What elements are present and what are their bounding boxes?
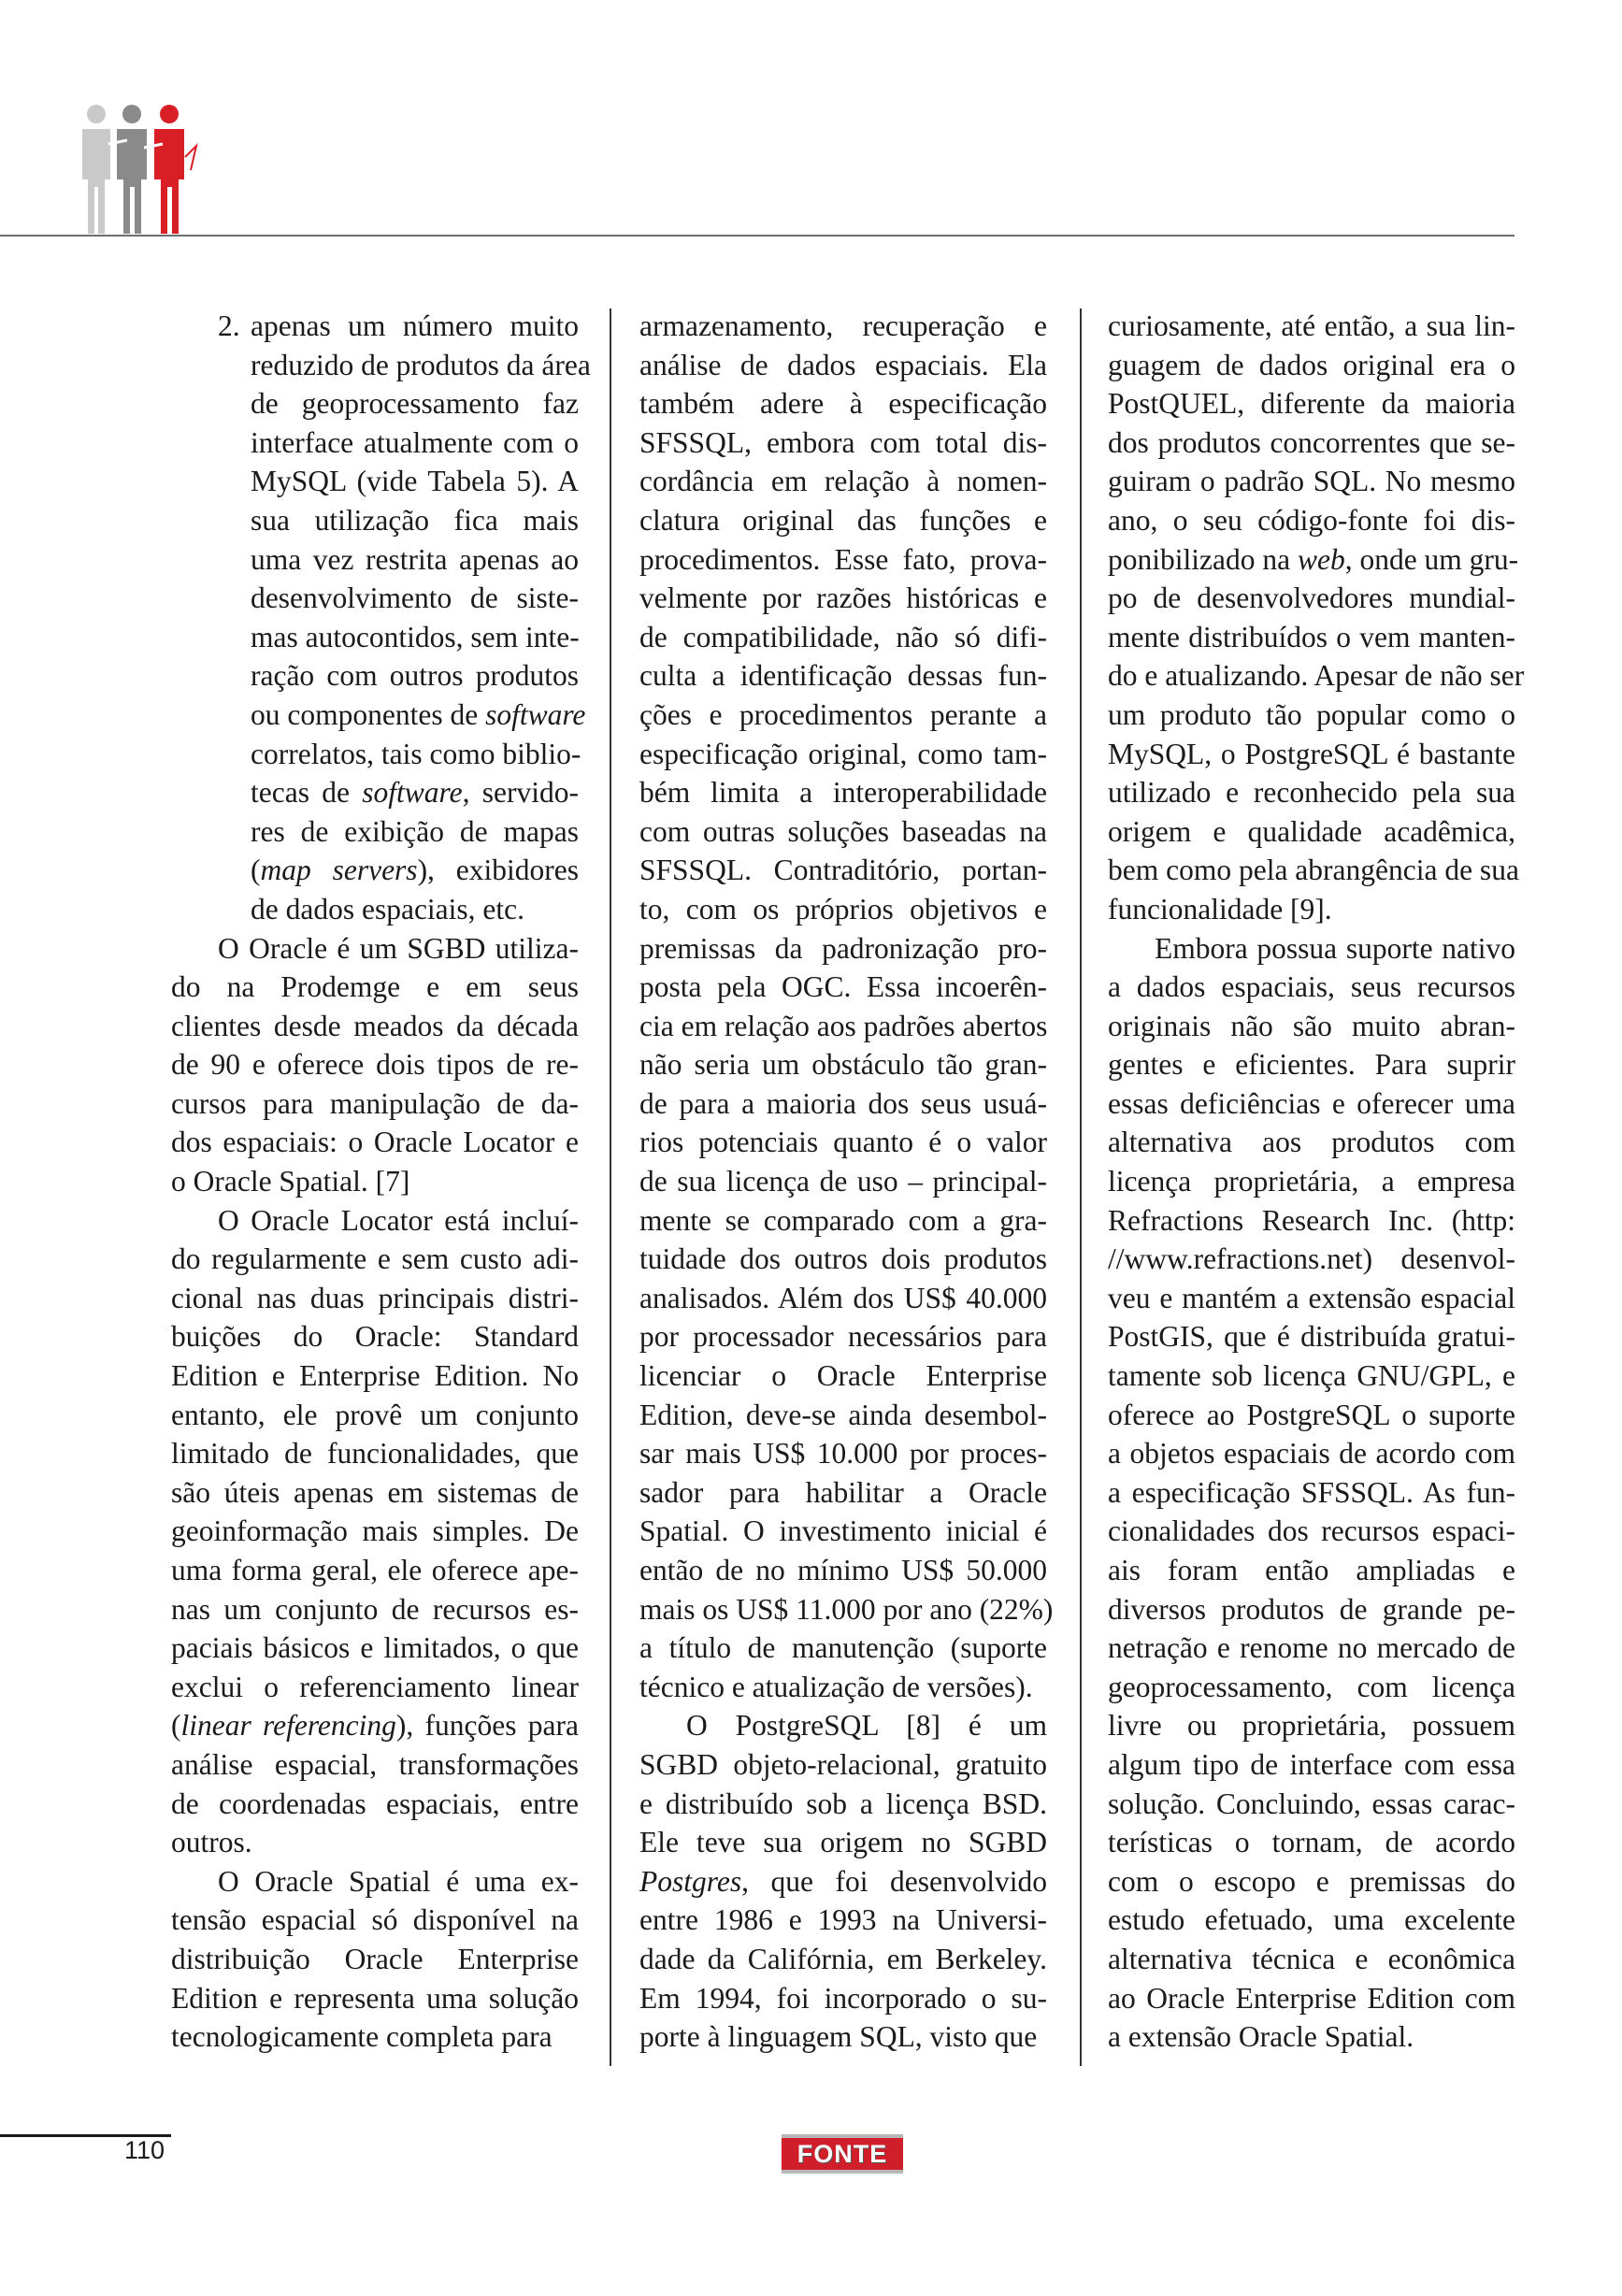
text-line: Embora possua suporte nativo [1155,931,1515,965]
text-line: ponibilizado na web, onde um gru- [1108,542,1519,576]
text-line: veu e mantém a extensão espacial [1108,1281,1515,1314]
text-line: especificação original, como tam- [639,737,1047,770]
text-line: tuidade dos outros dois produtos [639,1242,1047,1276]
text-line: do na Prodemge e em seus [171,970,579,1004]
text-line: outros. [171,1826,252,1859]
paragraph-postgresql [639,1706,1047,2056]
text-line: de para a maioria dos seus usuá- [639,1086,1047,1120]
text-line: e distribuído sob a licença BSD. [639,1787,1047,1820]
text-line: então de no mínimo US$ 50.000 [639,1554,1047,1586]
text-line: analisados. Além dos US$ 40.000 [639,1281,1047,1314]
text-line: também adere à especificação [639,387,1047,421]
text-line: Refractions Research Inc. (http: [1108,1203,1515,1237]
text-line: PostGIS, que é distribuída gratui- [1108,1320,1515,1354]
text-line: ções e procedimentos perante a [639,697,1047,731]
text-line: origem e qualidade acadêmica, [1108,814,1515,848]
text-line: uma vez restrita apenas ao [251,542,579,576]
text-line: alternativa aos produtos com [1108,1126,1515,1159]
text-line: terísticas o tornam, de acordo [1108,1826,1515,1859]
text-line: a especificação SFSSQL. As fun- [1108,1475,1515,1509]
text-line: livre ou proprietária, possuem [1108,1709,1515,1743]
paragraph-oracle-spatial [171,1862,579,2057]
text-line: ou componentes de software [251,697,586,731]
text-line: não seria um obstáculo tão gran- [639,1048,1047,1082]
text-line: reduzido de produtos da área [251,348,591,381]
column-divider [610,309,611,2066]
text-line: cia em relação aos padrões abertos [639,1009,1048,1042]
text-line: to, com os próprios objetivos e [639,892,1047,926]
text-line: Edition e Enterprise Edition. No [171,1359,579,1393]
text-line: gentes e eficientes. Para suprir [1108,1048,1515,1082]
text-line: exclui o referenciamento linear [171,1670,579,1703]
text-line: Postgres, que foi desenvolvido [639,1864,1047,1898]
text-line: alternativa técnica e econômica [1108,1942,1515,1975]
text-line: po de desenvolvedores mundial- [1108,581,1515,615]
text-line: velmente por razões históricas e [639,581,1047,615]
text-line: MySQL (vide Tabela 5). A [251,465,579,498]
text-line: clientes desde meados da década [171,1009,579,1042]
paragraph-postgresql-cont [1108,307,1525,929]
paragraph-postgis [1108,929,1515,2057]
page-number: 110 [124,2136,165,2164]
text-line: interface atualmente com o [251,425,579,459]
numbered-list-item [171,307,591,929]
text-line: mente se comparado com a gra- [639,1203,1047,1237]
column-2 [639,307,1054,2057]
header-rule [0,235,1514,237]
text-line: SFSSQL. Contraditório, portan- [639,854,1047,887]
text-line: licença proprietária, a empresa [1108,1165,1515,1198]
text-line: ano, o seu código-fonte foi dis- [1108,503,1515,537]
text-line: sua utilização fica mais [251,503,579,537]
text-line: armazenamento, recuperação e [639,309,1047,342]
text-line: a título de manutenção (suporte [639,1631,1047,1665]
text-line: oferece ao PostgreSQL o suporte [1108,1398,1515,1431]
text-line: de coordenadas espaciais, entre [171,1787,579,1820]
text-line: Edition, deve-se ainda desembol- [639,1398,1047,1431]
text-line: premissas da padronização pro- [639,931,1047,965]
text-line: solução. Concluindo, essas carac- [1108,1787,1515,1820]
text-line: buições do Oracle: Standard [171,1320,579,1354]
text-line: porte à linguagem SQL, visto que [639,2020,1038,2054]
text-line: diversos produtos de grande pe- [1108,1592,1515,1626]
text-line: um produto tão popular como o [1108,697,1515,731]
text-line: posta pela OGC. Essa incoerên- [639,970,1047,1004]
text-line: //www.refractions.net) desenvol- [1108,1242,1515,1276]
text-line: netração e renome no mercado de [1108,1631,1515,1665]
paragraph-oracle-intro [171,929,579,1201]
text-line: culta a identificação dessas fun- [639,659,1047,693]
text-line: tamente sob licença GNU/GPL, e [1108,1359,1515,1393]
text-line: SFSSQL, embora com total dis- [639,425,1047,459]
text-line: ais foram então ampliadas e [1108,1554,1515,1586]
text-line: licenciar o Oracle Enterprise [639,1359,1047,1393]
text-line: guiram o padrão SQL. No mesmo [1108,465,1515,498]
text-line: apenas um número muito [251,309,579,342]
text-line: distribuição Oracle Enterprise [171,1942,579,1975]
text-line: sador para habilitar a Oracle [639,1475,1047,1509]
text-line: Edition e representa uma solução [171,1981,579,2015]
text-line: correlatos, tais como biblio- [251,737,581,770]
text-line: com outras soluções baseadas na [639,814,1047,848]
text-line: com o escopo e premissas do [1108,1864,1515,1898]
text-line: tensão espacial só disponível na [171,1903,579,1937]
text-line: análise espacial, transformações [171,1747,579,1781]
text-line: dos espaciais: o Oracle Locator e [171,1126,579,1159]
text-line: dos produtos concorrentes que se- [1108,425,1515,459]
text-line: bem como pela abrangência de sua [1108,854,1519,887]
text-line: de compatibilidade, não só difi- [639,620,1047,653]
text-line: O Oracle Spatial é uma ex- [218,1864,579,1898]
text-line: algum tipo de interface com essa [1108,1747,1515,1781]
text-line: MySQL, o PostgreSQL é bastante [1108,737,1515,770]
text-line: dade da Califórnia, em Berkeley. [639,1942,1047,1975]
column-3 [1108,307,1525,2057]
text-line: Spatial. O investimento inicial é [639,1514,1047,1548]
text-line: mais os US$ 11.000 por ano (22%) [639,1592,1054,1626]
text-line: rios potenciais quanto é o valor [639,1126,1047,1159]
text-line: (map servers), exibidores [251,854,579,887]
text-line: tecnologicamente completa para [171,2020,553,2054]
paragraph-oracle-spatial-cont [639,307,1054,1706]
text-line: do regularmente e sem custo adi- [171,1242,579,1276]
text-line: bém limita a interoperabilidade [639,776,1047,810]
text-line: de dados espaciais, etc. [251,892,525,926]
text-line: a dados espaciais, seus recursos [1108,970,1515,1004]
text-line: de 90 e oferece dois tipos de re- [171,1048,579,1082]
three-people-logo-icon [73,103,213,238]
paragraph-oracle-locator [171,1201,579,1862]
text-line: O Oracle Locator está incluí- [218,1203,579,1237]
text-line: de sua licença de uso – principal- [639,1165,1047,1198]
text-line: entre 1986 e 1993 na Universi- [639,1903,1047,1937]
text-line: cursos para manipulação de da- [171,1086,579,1120]
text-line: SGBD objeto-relacional, gratuito [639,1747,1047,1781]
text-line: a objetos espaciais de acordo com [1108,1437,1515,1471]
text-line: guagem de dados original era o [1108,348,1515,381]
text-line: geoinformação mais simples. De [171,1514,579,1548]
column-1 [171,307,591,2057]
fonte-brand-logo: FONTE [782,2134,903,2174]
text-line: ração com outros produtos [251,659,579,693]
text-line: ao Oracle Enterprise Edition com [1108,1981,1515,2015]
text-line: são úteis apenas em sistemas de [171,1475,579,1509]
text-line: de geoprocessamento faz [251,387,579,421]
text-line: tecas de software, servido- [251,776,579,810]
text-line: O PostgreSQL [8] é um [686,1709,1047,1743]
text-line: do e atualizando. Apesar de não ser [1108,659,1525,693]
text-line: (linear referencing), funções para [171,1709,579,1743]
text-line: mas autocontidos, sem inte- [251,620,580,653]
text-line: técnico e atualização de versões). [639,1670,1033,1703]
text-line: paciais básicos e limitados, o que [171,1631,579,1665]
text-line: uma forma geral, ele oferece ape- [171,1554,579,1586]
text-line: funcionalidade [9]. [1108,892,1332,926]
text-line: PostQUEL, diferente da maioria [1108,387,1515,421]
text-line: procedimentos. Esse fato, prova- [639,542,1047,576]
text-line: por processador necessários para [639,1320,1047,1354]
text-line: a extensão Oracle Spatial. [1108,2020,1414,2054]
text-line: clatura original das funções e [639,503,1047,537]
text-line: estudo efetuado, uma excelente [1108,1903,1515,1937]
text-line: o Oracle Spatial. [7] [171,1165,410,1198]
text-line: utilizado e reconhecido pela sua [1108,776,1515,810]
text-line: essas deficiências e oferecer uma [1108,1086,1515,1120]
list-item-text [251,307,591,929]
text-line: limitado de funcionalidades, que [171,1437,579,1471]
text-line: mente distribuídos o vem manten- [1108,620,1515,653]
text-line: originais não são muito abran- [1108,1009,1515,1042]
text-line: geoprocessamento, com licença [1108,1670,1515,1703]
text-line: Em 1994, foi incorporado o su- [639,1981,1047,2015]
column-divider [1080,309,1082,2066]
text-line: desenvolvimento de siste- [251,581,579,615]
text-line: res de exibição de mapas [251,814,579,848]
text-line: O Oracle é um SGBD utiliza- [218,931,579,965]
text-line: curiosamente, até então, a sua lin- [1108,309,1515,342]
text-line: sar mais US$ 10.000 por proces- [639,1437,1047,1471]
text-line: nas um conjunto de recursos es- [171,1592,579,1626]
list-number: 2. [218,309,240,342]
text-line: Ele teve sua origem no SGBD [639,1826,1047,1859]
text-line: cionalidades dos recursos espaci- [1108,1514,1515,1548]
text-line: análise de dados espaciais. Ela [639,348,1047,381]
text-line: cional nas duas principais distri- [171,1281,579,1314]
text-line: cordância em relação à nomen- [639,465,1047,498]
text-line: entanto, ele provê um conjunto [171,1398,579,1431]
